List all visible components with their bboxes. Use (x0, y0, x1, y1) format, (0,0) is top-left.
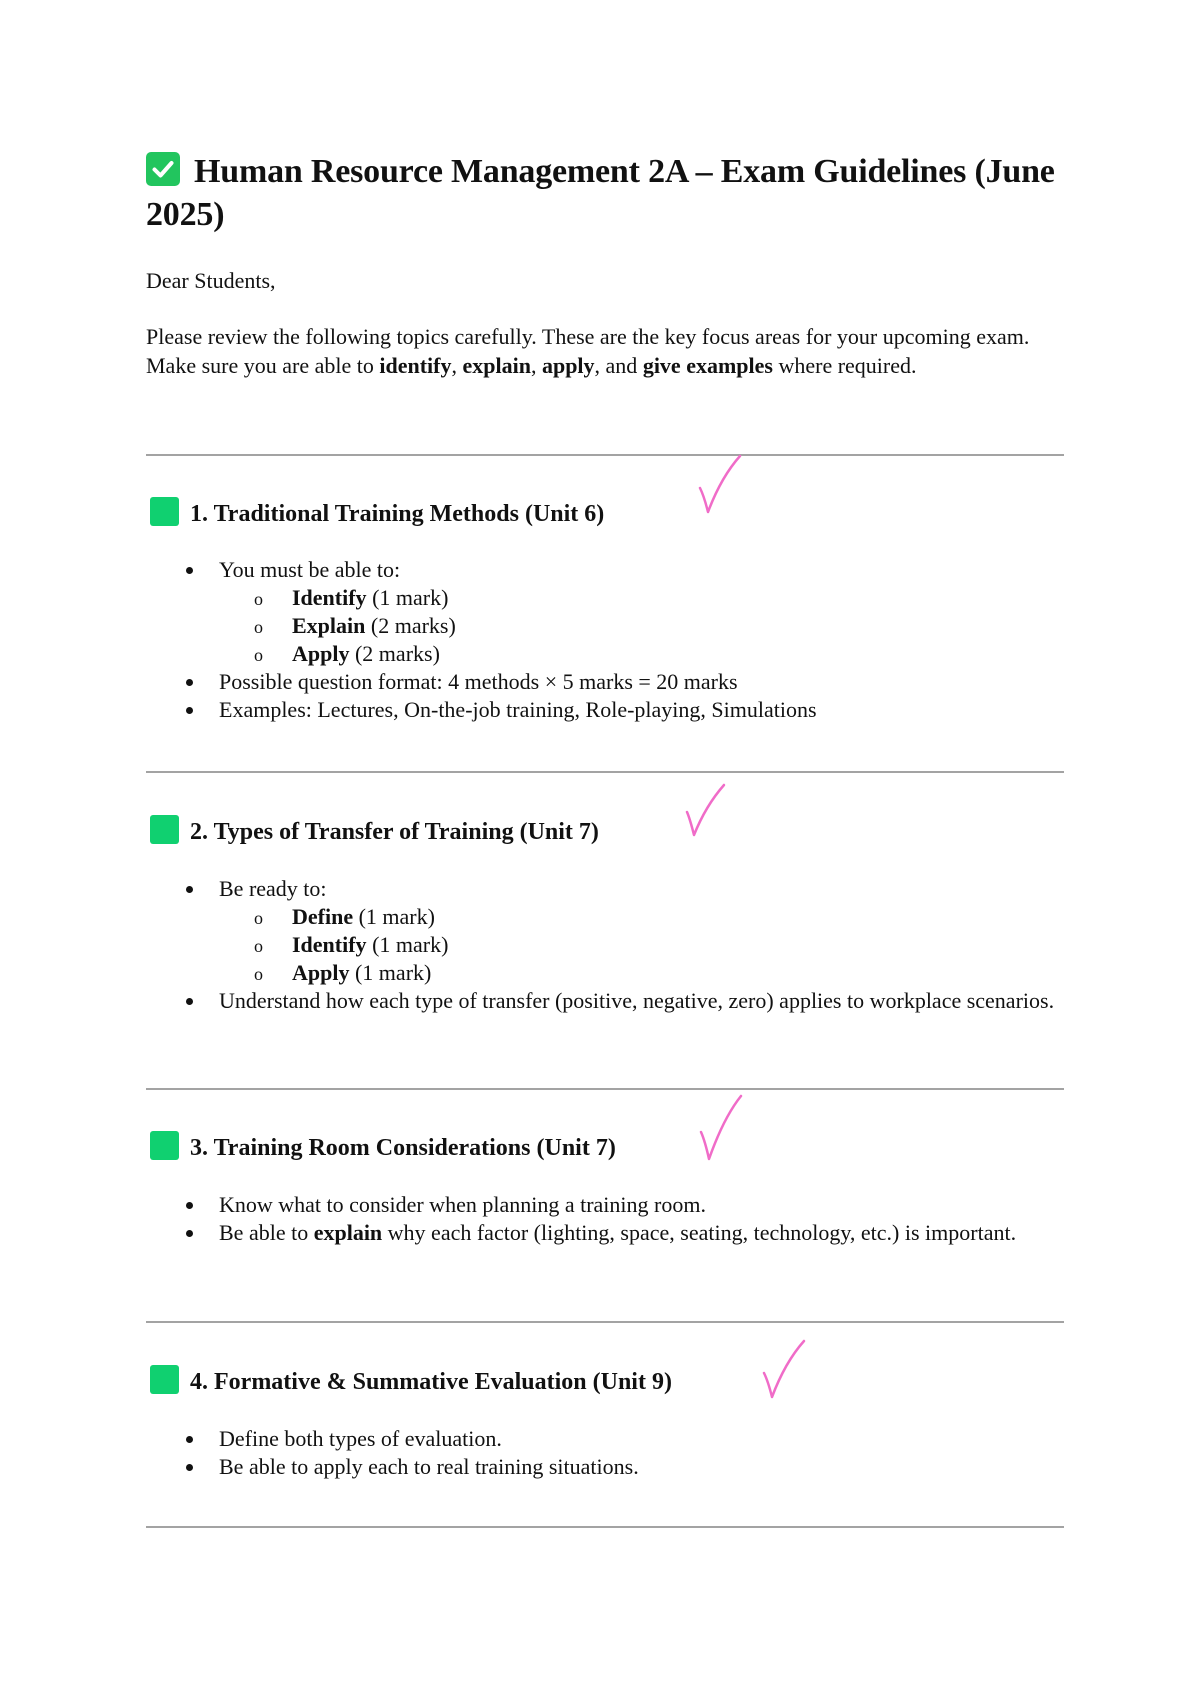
green-square-icon (150, 815, 179, 844)
green-square-icon (150, 1131, 179, 1160)
intro-text-2: where required. (772, 352, 917, 378)
intro-bold-explain: explain (462, 352, 531, 378)
intro-sep-2: , (530, 352, 542, 378)
section-3-list (146, 1191, 1056, 1247)
section-4-list (146, 1425, 1056, 1481)
intro-sep-1: , (451, 352, 463, 378)
check-mark-button-icon (146, 152, 180, 186)
section-heading-4 (150, 1365, 672, 1397)
divider (146, 1526, 1064, 1528)
sub-list-item: o Identify (1 mark) (219, 931, 1056, 959)
intro-bold-apply: apply (541, 352, 595, 378)
section-4-title: 4. Formative & Summative Evaluation (Unit 9) (190, 1369, 672, 1395)
list-item: Define both types of evaluation. (146, 1425, 1056, 1453)
list-item: Be able to explain why each factor (lighting, space, seating, technology, etc.) is important. (146, 1219, 1056, 1247)
list-item: Possible question format: 4 methods × 5 marks = 20 marks (146, 668, 1056, 696)
sub-list (219, 584, 1056, 668)
divider (146, 1088, 1064, 1090)
handwritten-tick-icon (684, 782, 728, 840)
sub-list (219, 903, 1056, 987)
section-3-title: 3. Training Room Considerations (Unit 7) (190, 1135, 616, 1161)
document-title (146, 150, 1066, 236)
handwritten-tick-icon (697, 1092, 745, 1164)
greeting: Dear Students, (146, 268, 276, 293)
list-item: You must be able to: o Identify (1 mark) o Explain (2 marks) o Apply (2 marks) (146, 556, 1056, 668)
sub-list-item: o Apply (1 mark) (219, 959, 1056, 987)
section-heading-2 (150, 815, 599, 847)
intro-paragraph (146, 323, 1076, 380)
sub-list-item: o Define (1 mark) (219, 903, 1056, 931)
divider (146, 1321, 1064, 1323)
section-2-title: 2. Types of Transfer of Training (Unit 7) (190, 819, 599, 845)
list-item: Examples: Lectures, On-the-job training, Role-playing, Simulations (146, 696, 1056, 724)
list-item: Know what to consider when planning a training room. (146, 1191, 1056, 1219)
sub-list-item: o Identify (1 mark) (219, 584, 1056, 612)
section-1-title: 1. Traditional Training Methods (Unit 6) (190, 501, 605, 527)
intro-bold-identify: identify (379, 352, 452, 378)
section-1-list (146, 556, 1056, 724)
section-2-list (146, 875, 1056, 1015)
section-heading-3 (150, 1131, 616, 1163)
handwritten-tick-icon (696, 452, 744, 518)
document-title-text: Human Resource Management 2A – Exam Guidelines (June 2025) (146, 153, 1055, 233)
divider (146, 771, 1064, 773)
handwritten-tick-icon (760, 1337, 808, 1403)
intro-bold-give-examples: give examples (642, 352, 773, 378)
list-item: Be ready to: o Define (1 mark) o Identify (1 mark) o Apply (1 mark) (146, 875, 1056, 987)
sub-list-item: o Apply (2 marks) (219, 640, 1056, 668)
intro-text-1: Please review the following topics carefully. These are the key focus areas for your upcoming exam. Make sure you are able to (146, 324, 1030, 378)
section-heading-1 (150, 497, 604, 529)
sub-list-item: o Explain (2 marks) (219, 612, 1056, 640)
divider (146, 454, 1064, 456)
green-square-icon (150, 497, 179, 526)
list-item: Understand how each type of transfer (positive, negative, zero) applies to workplace scenarios. (146, 987, 1056, 1015)
list-item: Be able to apply each to real training situations. (146, 1453, 1056, 1481)
green-square-icon (150, 1365, 179, 1394)
intro-sep-3: , and (594, 352, 643, 378)
